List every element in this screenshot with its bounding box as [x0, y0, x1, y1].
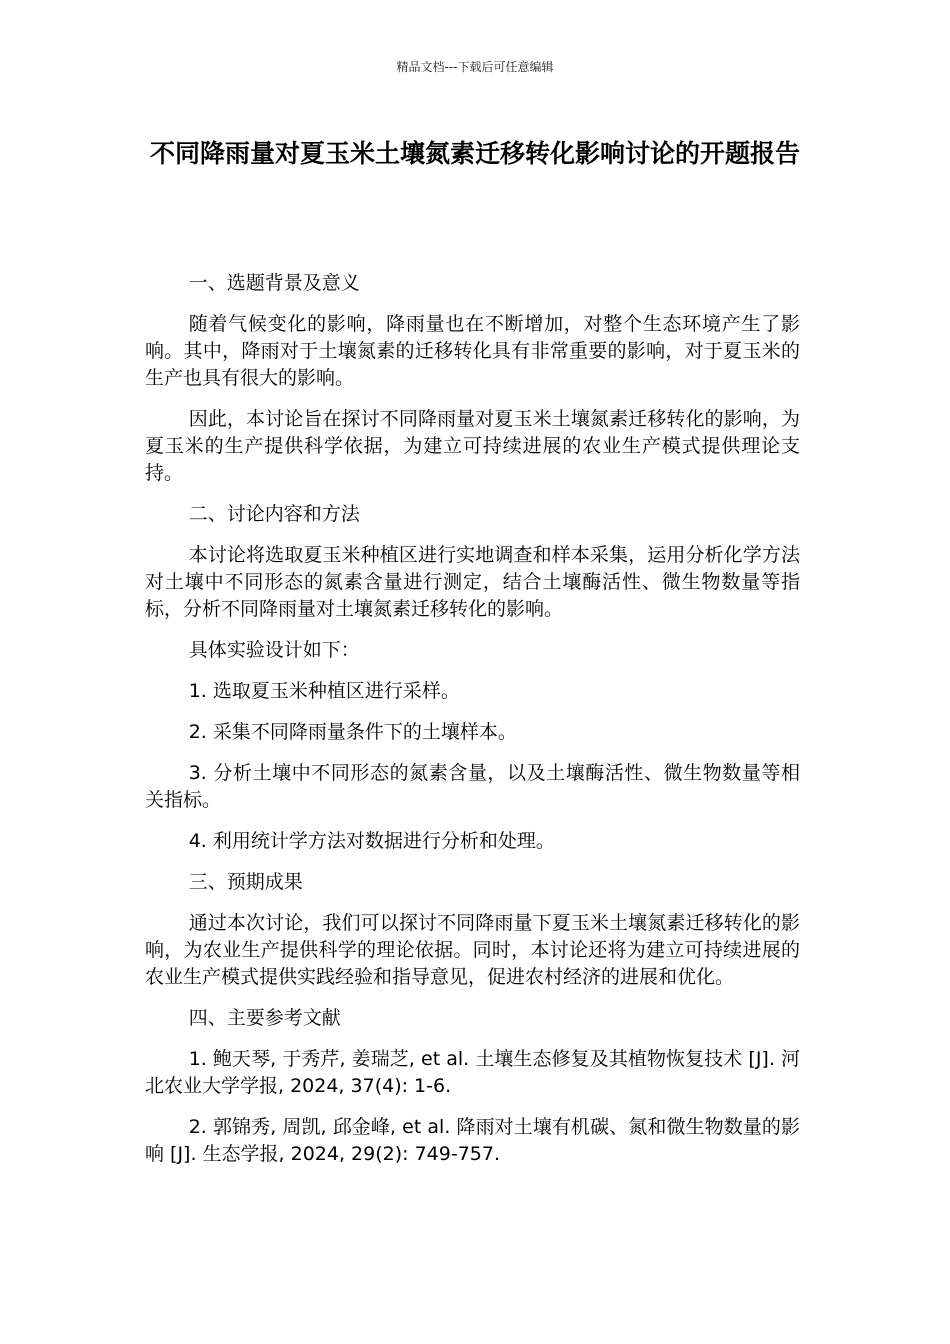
paragraph-background-1: 随着气候变化的影响，降雨量也在不断增加，对整个生态环境产生了影响。其中，降雨对于土壤氮素的迁移转化具有非常重要的影响，对于夏玉米的生产也具有很大的影响。 — [145, 313, 800, 389]
section-heading-methods: 二、讨论内容和方法 — [188, 503, 360, 525]
document-title: 不同降雨量对夏玉米土壤氮素迁移转化影响讨论的开题报告 — [149, 139, 800, 168]
section-heading-outcomes: 三、预期成果 — [188, 871, 303, 893]
paragraph-methods: 本讨论将选取夏玉米种植区进行实地调查和样本采集，运用分析化学方法对土壤中不同形态的氮素含量进行测定，结合土壤酶活性、微生物数量等指标，分析不同降雨量对土壤氮素迁移转化的影响。 — [145, 544, 800, 620]
section-heading-background: 一、选题背景及意义 — [188, 272, 360, 294]
paragraph-background-2: 因此，本讨论旨在探讨不同降雨量对夏玉米土壤氮素迁移转化的影响，为夏玉米的生产提供科学依据，为建立可持续进展的农业生产模式提供理论支持。 — [145, 408, 800, 484]
design-step-2: 2. 采集不同降雨量条件下的土壤样本。 — [188, 721, 517, 743]
design-step-4: 4. 利用统计学方法对数据进行分析和处理。 — [188, 830, 555, 852]
design-step-1: 1. 选取夏玉米种植区进行采样。 — [188, 680, 460, 702]
design-step-3: 3. 分析土壤中不同形态的氮素含量，以及土壤酶活性、微生物数量等相关指标。 — [145, 762, 800, 811]
section-heading-references: 四、主要参考文献 — [188, 1007, 341, 1029]
paragraph-design-intro: 具体实验设计如下： — [188, 639, 360, 661]
reference-1: 1. 鲍天琴, 于秀芹, 姜瑞芝, et al. 土壤生态修复及其植物恢复技术 [J]. 河北农业大学学报, 2024, 37(4): 1-6. — [145, 1048, 800, 1097]
reference-2: 2. 郭锦秀, 周凯, 邱金峰, et al. 降雨对土壤有机碳、氮和微生物数量的影响 [J]. 生态学报, 2024, 29(2): 749-757. — [145, 1116, 800, 1165]
page-header-note: 精品文档---下载后可任意编辑 — [396, 60, 554, 74]
document-body — [145, 270, 800, 1182]
paragraph-outcomes: 通过本次讨论，我们可以探讨不同降雨量下夏玉米土壤氮素迁移转化的影响，为农业生产提供科学的理论依据。同时，本讨论还将为建立可持续进展的农业生产模式提供实践经验和指导意见，促进农村经济的进展和优化。 — [145, 912, 800, 988]
